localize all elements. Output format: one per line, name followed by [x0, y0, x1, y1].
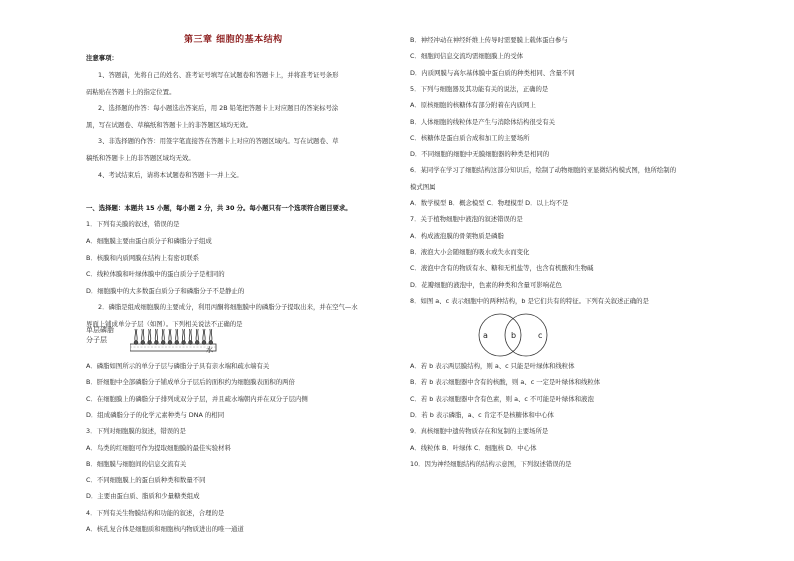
venn-label-c: c — [538, 331, 543, 340]
right-text-2-line: C．若 b 表示细胞器中含有色素，则 a、c 不可能是叶绿体和液泡 — [410, 394, 594, 403]
left-text-line: 2．磷脂是组成细胞膜的主要成分，利用丙酮将细胞膜中的磷脂分子提取出来，并在空气—水 — [98, 303, 358, 312]
left-text-line: 码粘贴在答题卡上的指定位置。 — [86, 87, 176, 96]
lipid-tail — [143, 329, 144, 341]
lipid-tail — [135, 329, 136, 341]
right-text-2-line: D．若 b 表示磷脂，a、c 肯定不是核糖体和中心体 — [410, 410, 554, 419]
lipid-tail — [196, 329, 197, 341]
right-text-2-line: B．若 b 表示细胞器中含有的核酸，则 a、c 一定是叶绿体和线粒体 — [410, 378, 601, 387]
right-text-line: 模式图属 — [410, 182, 436, 191]
right-text-line: A．构成液泡膜的骨架物质是磷脂 — [410, 231, 504, 240]
lipid-tail — [164, 329, 165, 341]
left-text-line: D．细胞膜中的大多数蛋白质分子和磷脂分子不是静止的 — [86, 286, 245, 295]
lipid-tail — [184, 329, 185, 341]
left-text-line: A．细胞膜主要由蛋白质分子和磷脂分子组成 — [86, 237, 212, 245]
left-text-line: 界面上铺成单分子层（如图）。下列相关说法不正确的是 — [86, 320, 243, 328]
lipid-tail — [191, 329, 192, 341]
lipid-tail — [203, 329, 204, 341]
left-text-2-line: D．组成磷脂分子的化学元素种类与 DNA 的相同 — [86, 410, 225, 419]
right-text-line: B．神经冲动在神经纤维上传导时需要膜上载体蛋白参与 — [410, 36, 568, 44]
right-text-line: 7．关于植物细胞中液泡的叙述错误的是 — [410, 215, 523, 224]
lipid-tail — [176, 329, 177, 341]
lipid-tail — [136, 329, 137, 341]
lipid-tail — [210, 329, 211, 341]
lipid-tail — [189, 329, 190, 341]
right-text-line: B．液泡大小会随细胞的吸水或失水而变化 — [410, 247, 530, 256]
lipid-tail — [157, 329, 158, 341]
left-text-line: 1、答题前，先将自己的姓名、准考证号填写在试题卷和答题卡上，并将准考证号条形 — [98, 71, 339, 79]
right-text-line: 5．下列与细胞器及其功能有关的说法，正确的是 — [410, 84, 549, 93]
lipid-tail — [177, 329, 178, 341]
left-text-2-line: A．磷脂如图所示的单分子层与磷脂分子具有亲水端和疏水端有关 — [86, 362, 270, 370]
right-text-line: C．液泡中含有的物质有水、糖和无机盐等，也含有机酸和生物碱 — [410, 264, 594, 273]
lipid-tail — [182, 329, 183, 341]
lipid-tail — [142, 329, 143, 341]
right-text-line: C．细胞间信息交流均需细胞膜上的受体 — [410, 52, 524, 61]
left-text-2-line: A．核孔复合体是细胞质和细胞核内物质进出的唯一通道 — [86, 525, 244, 533]
lipid-tail — [162, 329, 163, 341]
lipid-tail — [170, 329, 171, 341]
lipid-tail — [155, 329, 156, 341]
page-title: 第三章 细胞的基本结构 — [184, 35, 283, 45]
right-text-2-line: A．若 b 表示两层膜结构，则 a、c 只能是叶绿体和线粒体 — [410, 362, 575, 370]
figure-label-line2: 分子层 — [86, 336, 107, 344]
right-text-line: D．不同细胞的细胞中无膜细胞器的种类是相同的 — [410, 150, 550, 159]
right-text-line: D．花瓣细胞的液泡中，色素的种类和含量可影响花色 — [410, 280, 562, 289]
lipid-tail — [204, 329, 205, 341]
lipid-tail — [148, 329, 149, 341]
left-text-2-line: C．在细胞膜上的磷脂分子排列成双分子层，并且疏水端朝内并在双分子层内侧 — [86, 394, 308, 403]
left-text-line: 2、选择题的作答：每小题选出答案后，用 2B 铅笔把答题卡上对应题目的答案标号涂 — [98, 104, 339, 113]
left-text-line: C．线粒体膜和叶绿体膜中的蛋白质分子是相同的 — [86, 270, 225, 279]
left-text-2-line: B．肝细胞中全部磷脂分子铺成单分子层后的面积约为细胞膜表面积的两倍 — [86, 378, 295, 387]
left-text-line: B．核膜和内质网膜在结构上有密切联系 — [86, 253, 200, 262]
left-text-line: 黑，写在试题卷、草稿纸和答题卡上的非答题区域均无效。 — [86, 120, 253, 129]
lipid-tail — [211, 329, 212, 341]
left-text-2-line: A．鸟类的红细胞可作为提取细胞膜的最佳实验材料 — [86, 443, 231, 452]
left-text-line: 3、非选择题的作答：用签字笔直接答在答题卡上对应的答题区域内。写在试题卷、草 — [98, 137, 339, 146]
right-text-line: D．内质网膜与高尔基体膜中蛋白质的种类相同、含量不同 — [410, 68, 575, 77]
right-text-line: A．原核细胞的核糖体有部分附着在内质网上 — [410, 101, 536, 110]
venn-label-b: b — [511, 331, 517, 340]
right-text-line: 6．某同学在学习了细胞结构这部分知识后，绘制了动物细胞的亚显微结构模式图，他所绘制的 — [410, 166, 677, 175]
figure-water-label: 水 — [206, 346, 213, 354]
left-text-line: 1．下列有关膜的叙述，错误的是 — [86, 220, 180, 229]
lipid-tail — [150, 329, 151, 341]
venn-diagram — [470, 310, 560, 360]
right-text-line: 8．如图 a、c 表示细胞中的两种结构，b 是它们共有的特征。下列有关叙述正确的是 — [410, 296, 649, 305]
right-text-2-line: A．线粒体 B．叶绿体 C．细胞核 D．中心体 — [410, 443, 537, 452]
right-text-2-line: 9．真核细胞中遗传物质存在和复制的主要场所是 — [410, 427, 549, 436]
right-text-line: A．数学模型 B．概念模型 C．物理模型 D．以上均不是 — [410, 199, 569, 207]
notice-heading: 注意事项： — [86, 54, 118, 62]
right-text-line: B．人体细胞的线粒体是产生与消除体结构很受有关 — [410, 117, 555, 126]
phospholipid-figure — [86, 326, 236, 360]
right-text-line: C．核糖体是蛋白质合成和加工的主要场所 — [410, 133, 530, 142]
lipid-tail — [169, 329, 170, 341]
left-text-2-line: C．不同细胞膜上的蛋白质种类和数量不同 — [86, 476, 206, 485]
right-text-2-line: 10．因为神经细胞结构的结构示意图，下列叙述错误的是 — [410, 459, 572, 468]
left-text-2-line: B．细胞膜与细胞间的信息交流有关 — [86, 459, 187, 468]
venn-label-a: a — [483, 331, 488, 340]
left-text-line: 一、选择题：本题共 15 小题，每小题 2 分，共 30 分。每小题只有一个选项符合题目要求。 — [86, 203, 352, 212]
left-text-line: 4、考试结束后，请将本试题卷和答题卡一并上交。 — [98, 170, 243, 179]
left-text-2-line: D．主要由蛋白质、脂质和少量糖类组成 — [86, 492, 200, 501]
figure-label-line1: 单层磷脂 — [86, 326, 114, 334]
lipid-tail — [198, 329, 199, 341]
left-text-2-line: 4．下列有关生物膜结构和功能的叙述，合理的是 — [86, 508, 225, 517]
left-text-line: 稿纸和答题卡上的非答题区域均无效。 — [86, 154, 195, 162]
left-text-2-line: 3．下列对细胞膜的叙述，错误的是 — [86, 427, 186, 436]
